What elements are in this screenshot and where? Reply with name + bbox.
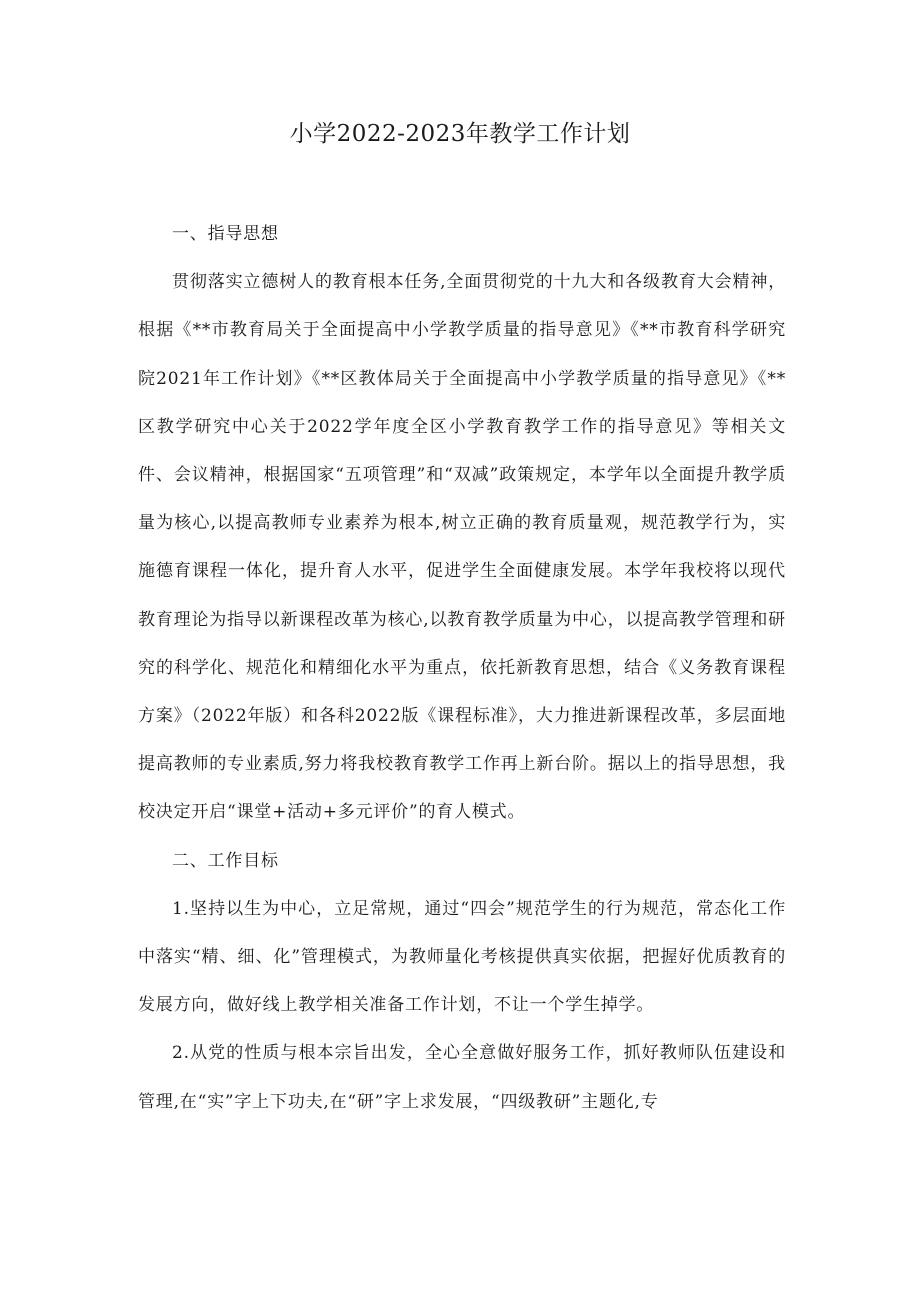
work-goal-item-2: 2.从党的性质与根本宗旨出发，全心全意做好服务工作，抓好教师队伍建设和管理,在“实”字上下功夫,在“研”字上求发展，“四级教研”主题化,专 bbox=[138, 1043, 786, 1112]
section-heading-work-goals: 二、工作目标 bbox=[172, 850, 279, 871]
document-body bbox=[138, 210, 786, 1126]
section-heading-guiding-ideology: 一、指导思想 bbox=[172, 224, 279, 244]
guiding-ideology-paragraph: 贯彻落实立德树人的教育根本任务,全面贯彻党的十九大和各级教育大会精神，根据《**市教育局关于全面提高中小学教学质量的指导意见》《**市教育科学研究院2021年工作计划》《**区教体局关于全面提高中小学教学质量的指导意见》《**区教学研究中心关于2022学年度全区小学教育教学工作的指导意见》等相关文件、会议精神，根据国家“五项管理”和“双减”政策规定，本学年以全面提升教学质量为核心,以提高教师专业素养为根本,树立正确的教育质量观，规范教学行为，实施德育课程一体化，提升育人水平，促进学生全面健康发展。本学年我校将以现代教育理论为指导以新课程改革为核心,以教育教学质量为中心，以提高教学管理和研究的科学化、规范化和精细化水平为重点，依托新教育思想，结合《义务教育课程方案》（2022年版）和各科2022版《课程标准》，大力推进新课程改革，多层面地提高教师的专业素质,努力将我校教育教学工作再上新台阶。据以上的指导思想，我校决定开启“课堂+活动+多元评价”的育人模式。 bbox=[138, 272, 786, 823]
work-goal-item-1: 1.坚持以生为中心，立足常规，通过“四会”规范学生的行为规范，常态化工作中落实“精、细、化”管理模式，为教师量化考核提供真实依据，把握好优质教育的发展方向，做好线上教学相关准备工作计划，不让一个学生掉学。 bbox=[138, 898, 786, 1016]
document-title: 小学2022-2023年教学工作计划 bbox=[289, 121, 631, 147]
